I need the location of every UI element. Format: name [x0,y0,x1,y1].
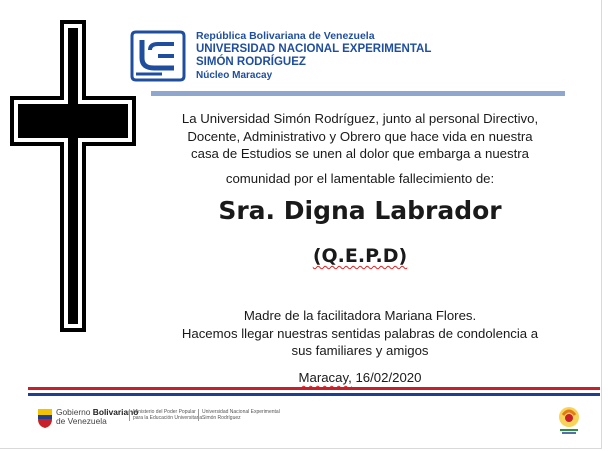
date-place: Maracay, [298,370,352,385]
intro-paragraph [140,110,580,163]
ministry-label [129,409,202,421]
gob-line1b: Bolivariano [92,407,139,417]
footer-stripes [28,387,600,396]
header-university-name: SIMÓN RODRÍGUEZ [196,56,306,68]
university-logo-icon [128,30,188,82]
blue-stripe [28,393,600,396]
university-header [196,30,431,82]
cross-icon [8,18,138,334]
intro-line: La Universidad Simón Rodríguez, junto al personal Directivo, [181,111,539,126]
closing-paragraph [140,307,580,360]
qepd-label [140,245,580,267]
deceased-name: Sra. Digna Labrador [218,196,502,225]
gob-line2: de Venezuela [56,416,107,426]
footer [36,403,596,439]
header-rule [151,91,565,96]
ministry-line1: Ministerio del Poder Popular [133,409,196,415]
gob-line1a: Gobierno [56,407,93,417]
closing-line: sus familiares y amigos [291,343,429,358]
intro-line: Docente, Administrativo y Obrero que hace vida en nuestra [187,128,533,144]
anniversary-seal-icon [557,405,581,435]
header-university: UNIVERSIDAD NACIONAL EXPERIMENTAL [196,43,432,55]
unesr-label [198,409,280,421]
intro-line: casa de Estudios se unen al dolor que embarga a nuestra [191,146,529,161]
date-line [140,370,580,385]
ministry-line2: para la Educación Universitaria [133,415,203,421]
unesr-line2: Simón Rodríguez [202,415,241,421]
qepd-text: (Q.E.P.D) [312,245,408,267]
unesr-line1: Universidad Nacional Experimental [202,409,280,415]
community-line: comunidad por el lamentable fallecimiento de: [225,171,495,186]
closing-line: Hacemos llegar nuestras sentidas palabras de condolencia a [181,325,539,341]
header-campus: Núcleo Maracay [196,70,273,81]
closing-line: Madre de la facilitadora Mariana Flores. [243,308,477,323]
header-country: República Bolivariana de Venezuela [196,30,375,42]
date-value: 16/02/2020 [355,370,422,385]
venezuela-emblem-icon [36,407,54,429]
